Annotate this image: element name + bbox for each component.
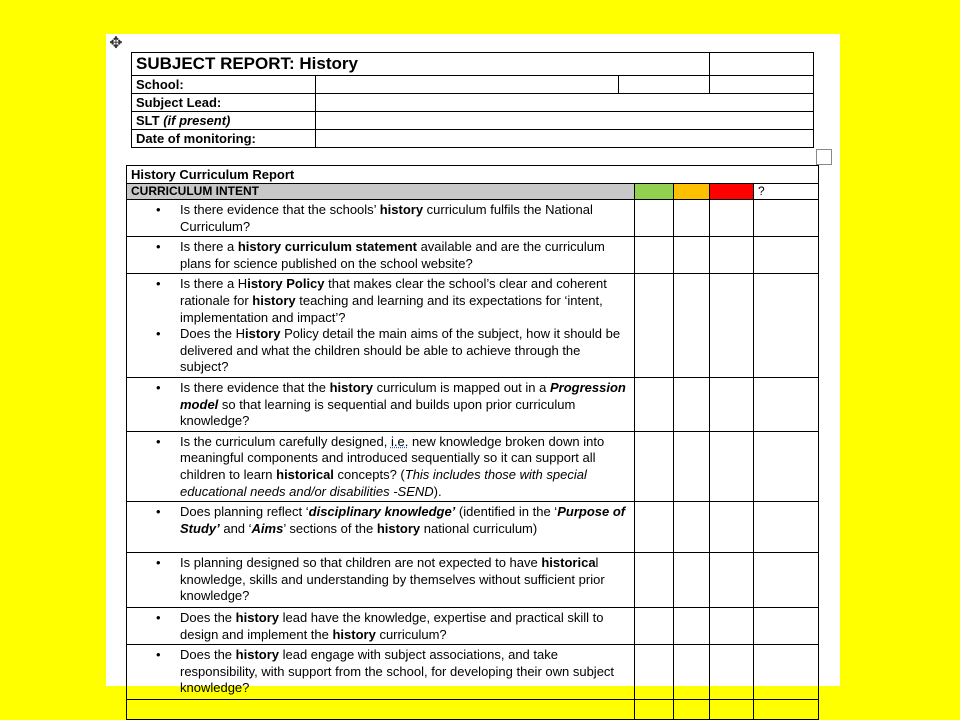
rating-amber-cell[interactable] — [674, 431, 710, 501]
slt-label-suffix: (if present) — [163, 113, 231, 128]
rating-unknown-cell[interactable] — [754, 608, 819, 645]
rating-amber-cell[interactable] — [674, 200, 710, 237]
q8-text-a: Is planning designed so that children are not expected to have — [180, 555, 542, 571]
list-item — [131, 647, 630, 697]
rating-amber-cell[interactable] — [674, 377, 710, 431]
rating-amber-cell[interactable] — [674, 700, 710, 720]
bullet-icon: • — [156, 379, 161, 395]
rating-unknown-cell[interactable] — [754, 237, 819, 274]
q7-text-b: disciplinary knowledge’ — [308, 504, 456, 520]
q4-text-b: istory — [245, 326, 281, 342]
rating-green-cell[interactable] — [635, 645, 674, 700]
table-row — [127, 608, 819, 645]
rating-red-cell[interactable] — [710, 502, 754, 553]
q2-text-c: available and are the curriculum plans for science published on the school website? — [180, 239, 605, 271]
q7-text-h: history — [376, 520, 421, 536]
q3-text-e: teaching and learning and its expectations for ‘intent, implementation and impact’? — [180, 292, 603, 325]
rating-amber-cell[interactable] — [674, 608, 710, 645]
bullet-icon: • — [156, 647, 161, 663]
rating-green-cell[interactable] — [635, 237, 674, 274]
list-item — [131, 434, 630, 500]
q5-text-b: history — [329, 379, 373, 395]
q8-text-b: historica — [541, 555, 596, 571]
q7-text-d: Purpose of Study’ — [180, 504, 626, 536]
q7-text-c: (identified in the ‘ — [455, 504, 558, 520]
subject-report-header-table — [131, 52, 814, 148]
list-item — [131, 555, 630, 605]
report-title: SUBJECT REPORT: History — [132, 53, 710, 76]
slt-label-text: SLT — [136, 113, 164, 128]
q2-text-a: Is there a — [180, 239, 238, 255]
list-item — [131, 326, 630, 376]
rating-green-cell[interactable] — [635, 377, 674, 431]
q1-text-c: curriculum fulfils the National Curriculum? — [180, 202, 593, 234]
rating-red-cell[interactable] — [710, 700, 754, 720]
school-label: School: — [132, 76, 316, 94]
list-item — [131, 276, 630, 326]
bullet-icon: • — [156, 504, 161, 520]
rating-green-cell[interactable] — [635, 431, 674, 501]
rating-amber-cell[interactable] — [674, 237, 710, 274]
rating-green-cell[interactable] — [635, 200, 674, 237]
question-cell — [127, 502, 635, 553]
table-row — [127, 377, 819, 431]
rating-amber-cell[interactable] — [674, 553, 710, 608]
document-page — [106, 33, 840, 696]
q5-text-d: Progression model — [180, 379, 626, 412]
rating-unknown-cell[interactable] — [754, 274, 819, 378]
rating-unknown-cell[interactable] — [754, 645, 819, 700]
q1-text-a: Is there evidence that the schools’ — [180, 202, 380, 217]
table-row — [127, 553, 819, 608]
bullet-icon: • — [156, 326, 161, 342]
q3-text-d: history — [252, 292, 296, 308]
rating-green-cell[interactable] — [635, 274, 674, 378]
q9-text-d: history — [332, 626, 376, 642]
question-cell — [127, 645, 635, 700]
rating-red-cell[interactable] — [710, 431, 754, 501]
rating-red-cell[interactable] — [710, 274, 754, 378]
table-row — [127, 237, 819, 274]
q6-text-a: Is the curriculum carefully designed, — [180, 433, 391, 449]
rating-red-cell[interactable] — [710, 200, 754, 237]
question-cell — [127, 608, 635, 645]
q3-text-c: that makes clear the school’s clear and coherent rationale for — [180, 276, 607, 308]
q7-text-g: ’ sections of the — [283, 520, 377, 536]
date-of-monitoring-label: Date of monitoring: — [132, 130, 316, 148]
q6-text-d: historical — [276, 466, 334, 482]
question-cell — [127, 377, 635, 431]
table-row — [127, 431, 819, 501]
rating-red-cell[interactable] — [710, 377, 754, 431]
q9-text-a: Does the — [180, 610, 236, 626]
list-item — [131, 504, 630, 537]
table-row — [127, 700, 819, 720]
q9-text-b: history — [235, 610, 279, 626]
question-cell — [127, 200, 635, 237]
subject-lead-label: Subject Lead: — [132, 94, 316, 112]
rating-red-cell[interactable] — [710, 237, 754, 274]
rating-green-cell[interactable] — [635, 553, 674, 608]
list-item — [131, 239, 630, 272]
table-row — [127, 645, 819, 700]
rating-unknown-cell[interactable] — [754, 200, 819, 237]
q4-text-a: Does the H — [180, 326, 246, 342]
rating-amber-cell[interactable] — [674, 645, 710, 700]
q9-text-c: lead have the knowledge, expertise and practical skill to design and implement the — [180, 610, 604, 642]
q2-text-b: history curriculum statement — [237, 239, 417, 255]
rag-unknown-header: ? — [754, 184, 819, 200]
rating-unknown-cell[interactable] — [754, 431, 819, 501]
curriculum-intent-heading: CURRICULUM INTENT — [127, 184, 635, 200]
q6-text-g: ). — [433, 483, 442, 499]
q5-text-e: so that learning is sequential and builds upon prior curriculum knowledge? — [180, 396, 576, 429]
rating-unknown-cell[interactable] — [754, 553, 819, 608]
list-item — [131, 610, 630, 643]
q7-text-a: Does planning reflect ‘ — [180, 504, 309, 520]
history-curriculum-report-table — [126, 165, 819, 720]
rating-green-cell[interactable] — [635, 700, 674, 720]
q7-text-e: and ‘ — [219, 520, 252, 536]
bullet-icon: • — [156, 555, 161, 571]
rating-green-cell[interactable] — [635, 608, 674, 645]
question-cell — [127, 274, 635, 378]
rating-amber-cell[interactable] — [674, 502, 710, 553]
bullet-icon: • — [156, 276, 161, 292]
q8-text-c: l knowledge, skills and understanding by themselves without sufficient prior knowledge? — [180, 555, 605, 604]
bullet-icon: • — [156, 239, 161, 255]
q6-text-c: new knowledge broken down into meaningful components and introduced sequentially so it can support all children to learn — [180, 433, 605, 482]
q5-text-c: curriculum is mapped out in a — [372, 379, 550, 395]
school-value-cell[interactable] — [316, 76, 619, 94]
question-cell — [127, 553, 635, 608]
q6-text-f: This includes those with special educational needs and/or disabilities -SEND — [180, 466, 587, 499]
slt-label — [132, 112, 316, 130]
rag-green-header — [635, 184, 674, 200]
q1-text-b: history — [379, 202, 424, 217]
table-row — [127, 200, 819, 237]
rating-unknown-cell[interactable] — [754, 700, 819, 720]
q9-text-e: curriculum? — [375, 626, 447, 642]
table-row — [127, 502, 819, 553]
q10-text-a: Does the — [180, 647, 236, 663]
slt-value-cell[interactable] — [316, 112, 814, 130]
curriculum-report-title: History Curriculum Report — [127, 166, 819, 184]
question-cell — [127, 431, 635, 501]
rating-amber-cell[interactable] — [674, 274, 710, 378]
question-cell — [127, 700, 635, 720]
rag-amber-header — [674, 184, 710, 200]
rating-unknown-cell[interactable] — [754, 377, 819, 431]
q10-text-b: history — [235, 647, 279, 663]
list-item — [131, 380, 630, 430]
school-extra-cell-2[interactable] — [710, 76, 814, 94]
q7-text-i: national curriculum) — [420, 520, 538, 536]
q6-text-b: i.e. — [390, 433, 409, 449]
date-of-monitoring-value-cell[interactable] — [316, 130, 814, 148]
bullet-icon: • — [156, 202, 161, 217]
rag-red-header — [710, 184, 754, 200]
q4-text-c: Policy detail the main aims of the subject, how it should be delivered and what the children should be able to achieve through the subject? — [180, 326, 621, 375]
rating-green-cell[interactable] — [635, 502, 674, 553]
table-resize-handle-icon[interactable] — [816, 149, 832, 165]
q3-text-a: Is there a H — [180, 276, 248, 292]
school-extra-cell-1[interactable] — [619, 76, 710, 94]
q10-text-c: lead engage with subject associations, and take responsibility, with support from the school, for developing their own subject knowledge? — [180, 647, 615, 696]
q7-text-f: Aims — [251, 520, 284, 536]
list-item — [131, 202, 630, 235]
q3-text-b: istory Policy — [247, 276, 325, 292]
question-cell — [127, 237, 635, 274]
table-move-handle-icon[interactable]: ✥ — [109, 33, 123, 52]
q5-text-a: Is there evidence that the — [180, 379, 330, 395]
title-blank-cell[interactable] — [710, 53, 814, 76]
bullet-icon: • — [156, 433, 161, 449]
bullet-icon: • — [156, 610, 161, 626]
subject-lead-value-cell[interactable] — [316, 94, 814, 112]
rating-red-cell[interactable] — [710, 608, 754, 645]
rating-red-cell[interactable] — [710, 645, 754, 700]
rating-red-cell[interactable] — [710, 553, 754, 608]
table-row — [127, 274, 819, 378]
q6-text-e: concepts? ( — [333, 466, 405, 482]
rating-unknown-cell[interactable] — [754, 502, 819, 553]
